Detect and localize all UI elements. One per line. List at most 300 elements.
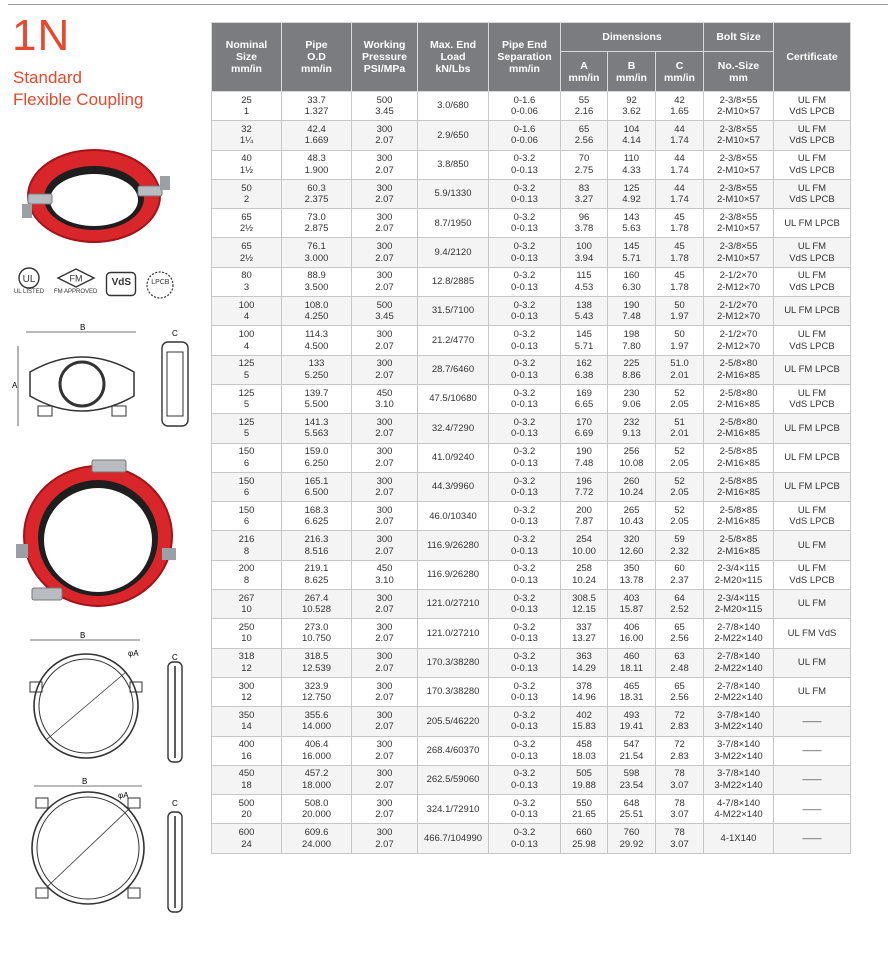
cell-max-end-load: 170.3/38280 (418, 677, 489, 706)
cell-dim-c: 63 2.48 (656, 648, 704, 677)
cell-working-pressure: 300 2.07 (352, 179, 418, 208)
cell-nominal-size: 65 2½ (212, 238, 282, 267)
certification-logos (12, 267, 175, 295)
cell-dim-c: 52 2.05 (656, 472, 704, 501)
cell-dim-b: 406 16.00 (608, 619, 656, 648)
cell-dim-c: 78 3.07 (656, 765, 704, 794)
cell-certificate: —— (774, 765, 851, 794)
cell-dim-b: 160 6.30 (608, 267, 656, 296)
table-row (212, 179, 851, 208)
cell-max-end-load: 46.0/10340 (418, 502, 489, 531)
cell-max-end-load: 8.7/1950 (418, 209, 489, 238)
table-row (212, 824, 851, 853)
cell-certificate: —— (774, 795, 851, 824)
svg-text:C: C (172, 799, 178, 808)
table-row (212, 297, 851, 326)
cell-max-end-load: 262.5/59060 (418, 765, 489, 794)
cell-dim-a: 505 19.88 (561, 765, 608, 794)
cell-pipe-od: 60.3 2.375 (282, 179, 352, 208)
header-dim-b: B mm/in (608, 52, 656, 92)
cell-dim-a: 115 4.53 (561, 267, 608, 296)
cell-pipe-od: 88.9 3.500 (282, 267, 352, 296)
cell-dim-b: 225 8.86 (608, 355, 656, 384)
cell-max-end-load: 268.4/60370 (418, 736, 489, 765)
cell-bolt-size: 2-7/8×140 2-M22×140 (704, 648, 774, 677)
cell-dim-c: 72 2.83 (656, 707, 704, 736)
cell-nominal-size: 600 24 (212, 824, 282, 853)
spec-table-body (212, 92, 851, 854)
cell-certificate: UL FM (774, 590, 851, 619)
cell-max-end-load: 3.0/680 (418, 92, 489, 121)
cell-bolt-size: 2-7/8×140 2-M22×140 (704, 619, 774, 648)
svg-text:B: B (80, 632, 86, 640)
table-row (212, 443, 851, 472)
cell-working-pressure: 300 2.07 (352, 648, 418, 677)
cell-nominal-size: 350 14 (212, 707, 282, 736)
header-bolt-size: Bolt Size (704, 23, 774, 52)
cell-dim-a: 70 2.75 (561, 150, 608, 179)
table-row (212, 619, 851, 648)
cell-bolt-size: 2-5/8×80 2-M16×85 (704, 384, 774, 413)
label-a: A (12, 381, 18, 390)
cell-pipe-end-separation: 0-3.2 0-0.13 (489, 472, 561, 501)
cell-pipe-od: 267.4 10.528 (282, 590, 352, 619)
cell-pipe-end-separation: 0-3.2 0-0.13 (489, 297, 561, 326)
cell-nominal-size: 318 12 (212, 648, 282, 677)
cell-max-end-load: 205.5/46220 (418, 707, 489, 736)
cell-bolt-size: 2-3/8×55 2-M10×57 (704, 92, 774, 121)
cell-dim-b: 598 23.54 (608, 765, 656, 794)
cell-working-pressure: 300 2.07 (352, 707, 418, 736)
cell-max-end-load: 466.7/104990 (418, 824, 489, 853)
cell-bolt-size: 2-5/8×85 2-M16×85 (704, 502, 774, 531)
cell-dim-b: 145 5.71 (608, 238, 656, 267)
cell-max-end-load: 21.2/4770 (418, 326, 489, 355)
cell-pipe-end-separation: 0-3.2 0-0.13 (489, 384, 561, 413)
cell-dim-c: 65 2.56 (656, 677, 704, 706)
cell-dim-a: 145 5.71 (561, 326, 608, 355)
cell-max-end-load: 116.9/26280 (418, 531, 489, 560)
model-code: 1N (12, 11, 71, 60)
cell-working-pressure: 500 3.45 (352, 92, 418, 121)
table-row (212, 267, 851, 296)
header-working-pressure: Working Pressure PSI/MPa (352, 23, 418, 92)
cell-pipe-end-separation: 0-3.2 0-0.13 (489, 560, 561, 589)
cell-pipe-od: 108.0 4.250 (282, 297, 352, 326)
cell-dim-a: 254 10.00 (561, 531, 608, 560)
cell-certificate: UL FM VdS LPCB (774, 502, 851, 531)
cell-pipe-od: 609.6 24.000 (282, 824, 352, 853)
cell-nominal-size: 500 20 (212, 795, 282, 824)
cell-bolt-size: 2-3/8×55 2-M10×57 (704, 150, 774, 179)
cell-pipe-od: 159.0 6.250 (282, 443, 352, 472)
cell-pipe-end-separation: 0-3.2 0-0.13 (489, 824, 561, 853)
svg-text:φA: φA (128, 649, 139, 658)
cell-pipe-end-separation: 0-3.2 0-0.13 (489, 209, 561, 238)
cell-nominal-size: 267 10 (212, 590, 282, 619)
cell-max-end-load: 12.8/2885 (418, 267, 489, 296)
cell-dim-c: 59 2.32 (656, 531, 704, 560)
coupling-photo-small (14, 138, 176, 250)
cell-dim-b: 403 15.87 (608, 590, 656, 619)
cell-certificate: UL FM LPCB (774, 472, 851, 501)
cell-working-pressure: 300 2.07 (352, 355, 418, 384)
cell-pipe-od: 73.0 2.875 (282, 209, 352, 238)
cell-dim-b: 460 18.11 (608, 648, 656, 677)
table-row (212, 150, 851, 179)
cell-bolt-size: 3-7/8×140 3-M22×140 (704, 765, 774, 794)
label-c: C (172, 329, 178, 338)
svg-text:B: B (82, 777, 88, 786)
table-row (212, 677, 851, 706)
cell-pipe-end-separation: 0-3.2 0-0.13 (489, 677, 561, 706)
cell-certificate: —— (774, 824, 851, 853)
cell-dim-c: 52 2.05 (656, 443, 704, 472)
cell-nominal-size: 150 6 (212, 443, 282, 472)
cell-dim-c: 78 3.07 (656, 795, 704, 824)
cell-dim-a: 378 14.96 (561, 677, 608, 706)
cell-pipe-end-separation: 0-3.2 0-0.13 (489, 765, 561, 794)
fm-approved-logo: FM FM APPROVED (54, 267, 97, 295)
cell-pipe-od: 141.3 5.563 (282, 414, 352, 443)
cell-dim-a: 190 7.48 (561, 443, 608, 472)
cell-dim-b: 493 19.41 (608, 707, 656, 736)
svg-text:C: C (172, 653, 178, 662)
coupling-drawing-large (14, 776, 194, 916)
cell-dim-b: 125 4.92 (608, 179, 656, 208)
cell-pipe-end-separation: 0-3.2 0-0.13 (489, 590, 561, 619)
cell-certificate: UL FM LPCB (774, 414, 851, 443)
cell-nominal-size: 100 4 (212, 297, 282, 326)
cell-pipe-od: 406.4 16.000 (282, 736, 352, 765)
cell-working-pressure: 300 2.07 (352, 531, 418, 560)
cell-certificate: UL FM VdS LPCB (774, 560, 851, 589)
cell-pipe-end-separation: 0-3.2 0-0.13 (489, 707, 561, 736)
cell-nominal-size: 80 3 (212, 267, 282, 296)
cell-pipe-end-separation: 0-3.2 0-0.13 (489, 179, 561, 208)
cell-bolt-size: 2-5/8×85 2-M16×85 (704, 531, 774, 560)
table-row (212, 472, 851, 501)
cell-dim-b: 110 4.33 (608, 150, 656, 179)
cell-max-end-load: 170.3/38280 (418, 648, 489, 677)
cell-dim-c: 45 1.78 (656, 209, 704, 238)
cell-dim-b: 265 10.43 (608, 502, 656, 531)
cell-working-pressure: 300 2.07 (352, 795, 418, 824)
cell-dim-c: 52 2.05 (656, 502, 704, 531)
top-rule (8, 4, 888, 5)
cell-max-end-load: 3.8/850 (418, 150, 489, 179)
cell-nominal-size: 50 2 (212, 179, 282, 208)
cell-nominal-size: 100 4 (212, 326, 282, 355)
cell-pipe-end-separation: 0-1.6 0-0.06 (489, 121, 561, 150)
cell-nominal-size: 300 12 (212, 677, 282, 706)
cell-dim-b: 648 25.51 (608, 795, 656, 824)
cell-nominal-size: 216 8 (212, 531, 282, 560)
cell-working-pressure: 300 2.07 (352, 619, 418, 648)
header-bolt-no-size: No.-Size mm (704, 52, 774, 92)
cell-dim-b: 260 10.24 (608, 472, 656, 501)
label-b: B (80, 323, 86, 332)
cell-dim-c: 72 2.83 (656, 736, 704, 765)
header-nominal-size: Nominal Size mm/in (212, 23, 282, 92)
cell-pipe-end-separation: 0-3.2 0-0.13 (489, 355, 561, 384)
cell-dim-b: 143 5.63 (608, 209, 656, 238)
cell-dim-b: 232 9.13 (608, 414, 656, 443)
cell-dim-a: 363 14.29 (561, 648, 608, 677)
cell-working-pressure: 300 2.07 (352, 121, 418, 150)
cell-pipe-end-separation: 0-3.2 0-0.13 (489, 648, 561, 677)
cell-dim-a: 258 10.24 (561, 560, 608, 589)
cell-certificate: UL FM VdS LPCB (774, 326, 851, 355)
cell-dim-c: 44 1.74 (656, 121, 704, 150)
cell-dim-a: 660 25.98 (561, 824, 608, 853)
table-row (212, 384, 851, 413)
table-row (212, 92, 851, 121)
cell-certificate: UL FM LPCB (774, 443, 851, 472)
cell-dim-a: 96 3.78 (561, 209, 608, 238)
cell-dim-a: 100 3.94 (561, 238, 608, 267)
cell-dim-c: 50 1.97 (656, 326, 704, 355)
cell-dim-a: 65 2.56 (561, 121, 608, 150)
cell-pipe-od: 273.0 10.750 (282, 619, 352, 648)
cell-pipe-od: 76.1 3.000 (282, 238, 352, 267)
table-row (212, 560, 851, 589)
table-row (212, 355, 851, 384)
cell-dim-b: 320 12.60 (608, 531, 656, 560)
svg-text:FM: FM (69, 273, 83, 284)
cell-pipe-end-separation: 0-3.2 0-0.13 (489, 238, 561, 267)
header-dim-c: C mm/in (656, 52, 704, 92)
cell-working-pressure: 300 2.07 (352, 150, 418, 179)
cell-pipe-end-separation: 0-3.2 0-0.13 (489, 502, 561, 531)
cell-max-end-load: 41.0/9240 (418, 443, 489, 472)
table-row (212, 795, 851, 824)
cell-dim-c: 52 2.05 (656, 384, 704, 413)
cell-max-end-load: 121.0/27210 (418, 619, 489, 648)
cell-max-end-load: 5.9/1330 (418, 179, 489, 208)
vds-logo: VdS (105, 271, 137, 291)
cell-certificate: UL FM (774, 531, 851, 560)
cell-certificate: UL FM VdS LPCB (774, 179, 851, 208)
cell-bolt-size: 2-3/8×55 2-M10×57 (704, 121, 774, 150)
cell-max-end-load: 121.0/27210 (418, 590, 489, 619)
cell-max-end-load: 47.5/10680 (418, 384, 489, 413)
cell-dim-a: 169 6.65 (561, 384, 608, 413)
cell-certificate: UL FM VdS LPCB (774, 238, 851, 267)
cell-working-pressure: 300 2.07 (352, 238, 418, 267)
cell-pipe-end-separation: 0-3.2 0-0.13 (489, 267, 561, 296)
cell-max-end-load: 28.7/6460 (418, 355, 489, 384)
cell-dim-a: 337 13.27 (561, 619, 608, 648)
product-name-line2: Flexible Coupling (13, 90, 144, 109)
cell-pipe-end-separation: 0-3.2 0-0.13 (489, 414, 561, 443)
header-pipe-end-separation: Pipe End Separation mm/in (489, 23, 561, 92)
cell-pipe-end-separation: 0-3.2 0-0.13 (489, 736, 561, 765)
cell-certificate: UL FM VdS LPCB (774, 384, 851, 413)
cell-certificate: UL FM VdS LPCB (774, 92, 851, 121)
cell-dim-b: 230 9.06 (608, 384, 656, 413)
cell-dim-c: 50 1.97 (656, 297, 704, 326)
cell-pipe-end-separation: 0-3.2 0-0.13 (489, 326, 561, 355)
header-max-end-load: Max. End Load kN/Lbs (418, 23, 489, 92)
cell-pipe-end-separation: 0-3.2 0-0.13 (489, 150, 561, 179)
cell-pipe-od: 318.5 12.539 (282, 648, 352, 677)
cell-dim-c: 51 2.01 (656, 414, 704, 443)
cell-dim-c: 65 2.56 (656, 619, 704, 648)
cell-dim-a: 550 21.65 (561, 795, 608, 824)
table-row (212, 590, 851, 619)
cell-dim-a: 162 6.38 (561, 355, 608, 384)
lpcb-logo: LPCB (145, 270, 175, 293)
cell-pipe-od: 48.3 1.900 (282, 150, 352, 179)
cell-bolt-size: 2-3/8×55 2-M10×57 (704, 238, 774, 267)
cell-pipe-od: 139.7 5.500 (282, 384, 352, 413)
cell-bolt-size: 2-1/2×70 2-M12×70 (704, 267, 774, 296)
header-dim-a: A mm/in (561, 52, 608, 92)
cell-bolt-size: 3-7/8×140 3-M22×140 (704, 736, 774, 765)
cell-dim-c: 44 1.74 (656, 150, 704, 179)
cell-bolt-size: 2-5/8×85 2-M16×85 (704, 443, 774, 472)
table-row (212, 502, 851, 531)
cell-nominal-size: 400 16 (212, 736, 282, 765)
cell-pipe-od: 323.9 12.750 (282, 677, 352, 706)
cell-working-pressure: 300 2.07 (352, 209, 418, 238)
cell-dim-c: 60 2.37 (656, 560, 704, 589)
cell-nominal-size: 450 18 (212, 765, 282, 794)
product-name (13, 67, 143, 111)
cell-pipe-od: 133 5.250 (282, 355, 352, 384)
table-row (212, 414, 851, 443)
cell-working-pressure: 500 3.45 (352, 297, 418, 326)
cell-dim-b: 190 7.48 (608, 297, 656, 326)
ul-listed-logo: UL UL LISTED (12, 267, 46, 295)
cell-nominal-size: 125 5 (212, 384, 282, 413)
cell-working-pressure: 450 3.10 (352, 560, 418, 589)
cell-certificate: UL FM (774, 648, 851, 677)
cell-max-end-load: 31.5/7100 (418, 297, 489, 326)
cell-pipe-end-separation: 0-3.2 0-0.13 (489, 619, 561, 648)
cell-working-pressure: 300 2.07 (352, 414, 418, 443)
cell-bolt-size: 2-5/8×85 2-M16×85 (704, 472, 774, 501)
cell-certificate: UL FM VdS LPCB (774, 267, 851, 296)
table-row (212, 736, 851, 765)
cell-working-pressure: 300 2.07 (352, 736, 418, 765)
cell-nominal-size: 250 10 (212, 619, 282, 648)
cell-dim-b: 350 13.78 (608, 560, 656, 589)
cell-pipe-od: 219.1 8.625 (282, 560, 352, 589)
cell-bolt-size: 2-1/2×70 2-M12×70 (704, 297, 774, 326)
cell-certificate: UL FM VdS (774, 619, 851, 648)
cell-certificate: —— (774, 736, 851, 765)
cell-bolt-size: 2-7/8×140 2-M22×140 (704, 677, 774, 706)
cell-dim-c: 42 1.65 (656, 92, 704, 121)
cell-bolt-size: 4-1X140 (704, 824, 774, 853)
cell-working-pressure: 450 3.10 (352, 384, 418, 413)
cell-working-pressure: 300 2.07 (352, 502, 418, 531)
cell-dim-c: 51.0 2.01 (656, 355, 704, 384)
cell-nominal-size: 125 5 (212, 414, 282, 443)
cell-dim-c: 45 1.78 (656, 267, 704, 296)
cell-dim-b: 92 3.62 (608, 92, 656, 121)
table-row (212, 765, 851, 794)
cell-nominal-size: 150 6 (212, 502, 282, 531)
svg-text:UL: UL (22, 274, 36, 285)
cell-dim-a: 55 2.16 (561, 92, 608, 121)
table-row (212, 209, 851, 238)
cell-max-end-load: 2.9/650 (418, 121, 489, 150)
cell-certificate: UL FM LPCB (774, 297, 851, 326)
cell-dim-b: 104 4.14 (608, 121, 656, 150)
coupling-drawing-medium (16, 632, 192, 770)
cell-nominal-size: 150 6 (212, 472, 282, 501)
coupling-photo-large (12, 456, 182, 614)
cell-dim-a: 458 18.03 (561, 736, 608, 765)
cell-pipe-end-separation: 0-3.2 0-0.13 (489, 795, 561, 824)
cell-dim-b: 198 7.80 (608, 326, 656, 355)
cell-nominal-size: 40 1½ (212, 150, 282, 179)
coupling-drawing-small (12, 322, 198, 434)
cell-pipe-od: 33.7 1.327 (282, 92, 352, 121)
cell-dim-c: 44 1.74 (656, 179, 704, 208)
table-row (212, 648, 851, 677)
cell-dim-a: 308.5 12.15 (561, 590, 608, 619)
cell-dim-b: 256 10.08 (608, 443, 656, 472)
svg-text:φA: φA (118, 791, 129, 800)
cell-dim-c: 78 3.07 (656, 824, 704, 853)
cell-dim-b: 547 21.54 (608, 736, 656, 765)
cell-bolt-size: 3-7/8×140 3-M22×140 (704, 707, 774, 736)
cell-bolt-size: 2-3/4×115 2-M20×115 (704, 560, 774, 589)
cell-pipe-od: 457.2 18.000 (282, 765, 352, 794)
product-name-line1: Standard (13, 68, 82, 87)
cell-certificate: UL FM VdS LPCB (774, 150, 851, 179)
cell-certificate: UL FM VdS LPCB (774, 121, 851, 150)
header-dimensions: Dimensions (561, 23, 704, 52)
cell-pipe-end-separation: 0-1.6 0-0.06 (489, 92, 561, 121)
cell-bolt-size: 2-5/8×80 2-M16×85 (704, 414, 774, 443)
cell-dim-a: 402 15.83 (561, 707, 608, 736)
cell-bolt-size: 2-1/2×70 2-M12×70 (704, 326, 774, 355)
cell-dim-a: 83 3.27 (561, 179, 608, 208)
header-pipe-od: Pipe O.D mm/in (282, 23, 352, 92)
cell-pipe-od: 508.0 20.000 (282, 795, 352, 824)
cell-bolt-size: 2-3/8×55 2-M10×57 (704, 179, 774, 208)
cell-dim-a: 170 6.69 (561, 414, 608, 443)
cell-working-pressure: 300 2.07 (352, 326, 418, 355)
cell-pipe-od: 216.3 8.516 (282, 531, 352, 560)
cell-bolt-size: 2-5/8×80 2-M16×85 (704, 355, 774, 384)
cell-certificate: UL FM (774, 677, 851, 706)
cell-nominal-size: 25 1 (212, 92, 282, 121)
cell-working-pressure: 300 2.07 (352, 677, 418, 706)
cell-bolt-size: 2-3/4×115 2-M20×115 (704, 590, 774, 619)
cell-dim-a: 200 7.87 (561, 502, 608, 531)
table-row (212, 531, 851, 560)
cell-working-pressure: 300 2.07 (352, 443, 418, 472)
table-row (212, 121, 851, 150)
cell-pipe-end-separation: 0-3.2 0-0.13 (489, 531, 561, 560)
cell-nominal-size: 200 8 (212, 560, 282, 589)
cell-working-pressure: 300 2.07 (352, 267, 418, 296)
cell-max-end-load: 44.3/9960 (418, 472, 489, 501)
cell-dim-b: 760 29.92 (608, 824, 656, 853)
cell-dim-a: 196 7.72 (561, 472, 608, 501)
cell-max-end-load: 9.4/2120 (418, 238, 489, 267)
cell-certificate: UL FM LPCB (774, 355, 851, 384)
cell-dim-c: 45 1.78 (656, 238, 704, 267)
cell-working-pressure: 300 2.07 (352, 472, 418, 501)
header-certificate: Certificate (774, 23, 851, 92)
